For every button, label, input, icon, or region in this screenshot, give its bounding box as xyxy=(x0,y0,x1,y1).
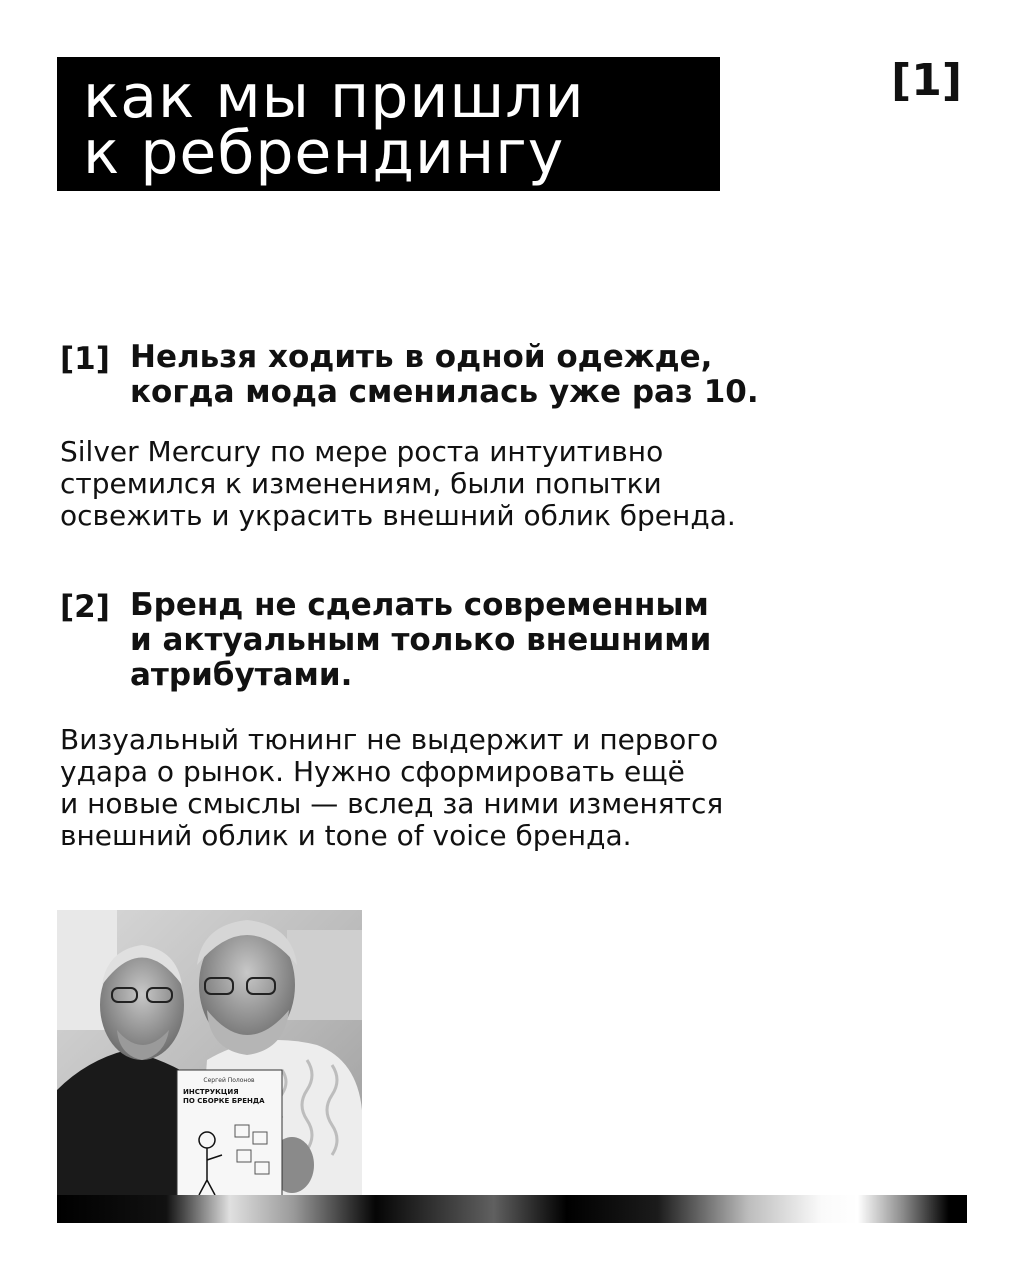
body-line: стремился к изменениям, были попытки xyxy=(60,467,662,500)
body-line: освежить и украсить внешний облик бренда. xyxy=(60,499,736,532)
body-line: удара о рынок. Нужно сформировать ещё xyxy=(60,755,685,788)
page-number: [1] xyxy=(891,55,962,106)
heading-line: атрибутами. xyxy=(130,657,353,693)
body-line: и новые смыслы — вслед за ними изменятся xyxy=(60,787,724,820)
section-heading xyxy=(130,340,890,410)
book-title-line-2: ПО СБОРКЕ БРЕНДА xyxy=(183,1097,265,1105)
body-line: внешний облик и tone of voice бренда. xyxy=(60,819,632,852)
title-line-2: к ребрендингу xyxy=(83,118,565,188)
section-body xyxy=(60,436,960,532)
heading-line: и актуальным только внешними xyxy=(130,622,712,658)
photo-illustration xyxy=(57,910,362,1200)
body-line: Визуальный тюнинг не выдержит и первого xyxy=(60,723,719,756)
heading-line: когда мода сменилась уже раз 10. xyxy=(130,374,759,410)
section-heading xyxy=(130,588,890,693)
section-number: [1] xyxy=(60,341,110,377)
photo-two-men-with-book xyxy=(57,910,362,1200)
book-title-line-1: ИНСТРУКЦИЯ xyxy=(183,1088,239,1096)
section-1 xyxy=(60,340,940,540)
heading-line: Нельзя ходить в одной одежде, xyxy=(130,339,713,375)
gradient-bar xyxy=(57,1195,967,1223)
book-author: Сергей Полонов xyxy=(203,1077,255,1084)
section-number: [2] xyxy=(60,589,110,625)
heading-line: Бренд не сделать современным xyxy=(130,587,709,623)
section-body xyxy=(60,724,960,852)
title-block xyxy=(57,57,720,191)
body-line: Silver Mercury по мере роста интуитивно xyxy=(60,435,664,468)
section-2 xyxy=(60,588,940,868)
book-cover xyxy=(177,1070,282,1200)
title-line-1: как мы пришли xyxy=(83,62,585,132)
